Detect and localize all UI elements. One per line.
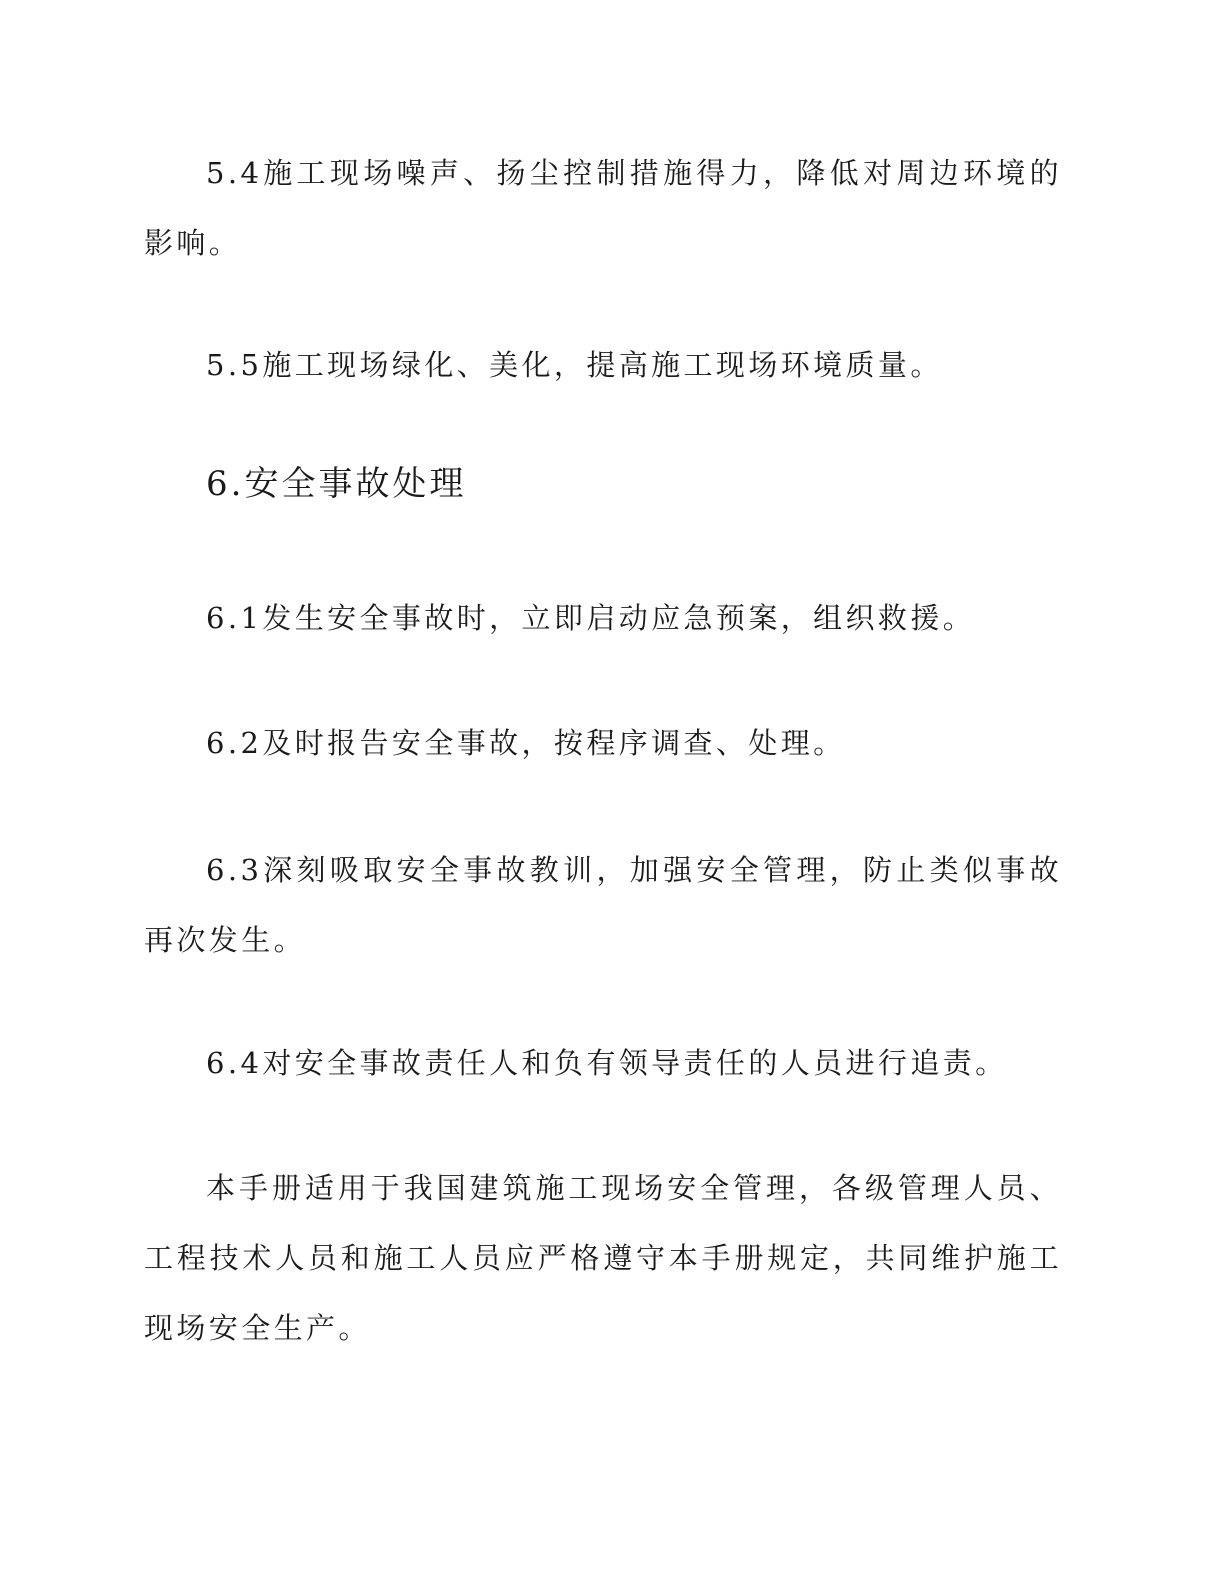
paragraph-5-5: 5.5施工现场绿化、美化，提高施工现场环境质量。 [206,348,943,382]
paragraph-5-4: 5.4施工现场噪声、扬尘控制措施得力，降低对周边环境的影响。 [144,156,1062,260]
paragraph-6-3: 6.3深刻吸取安全事故教训，加强安全管理，防止类似事故再次发生。 [144,853,1062,957]
closing-paragraph: 本手册适用于我国建筑施工现场安全管理，各级管理人员、工程技术人员和施工人员应严格遵守本手册规定，共同维护施工现场安全生产。 [144,1171,1062,1345]
paragraph-6-2: 6.2及时报告安全事故，按程序调查、处理。 [206,726,846,760]
paragraph-6-4: 6.4对安全事故责任人和负有领导责任的人员进行追责。 [206,1046,1008,1080]
paragraph-6-1: 6.1发生安全事故时，立即启动应急预案，组织救援。 [206,601,976,635]
section-heading: 6.安全事故处理 [206,464,467,504]
